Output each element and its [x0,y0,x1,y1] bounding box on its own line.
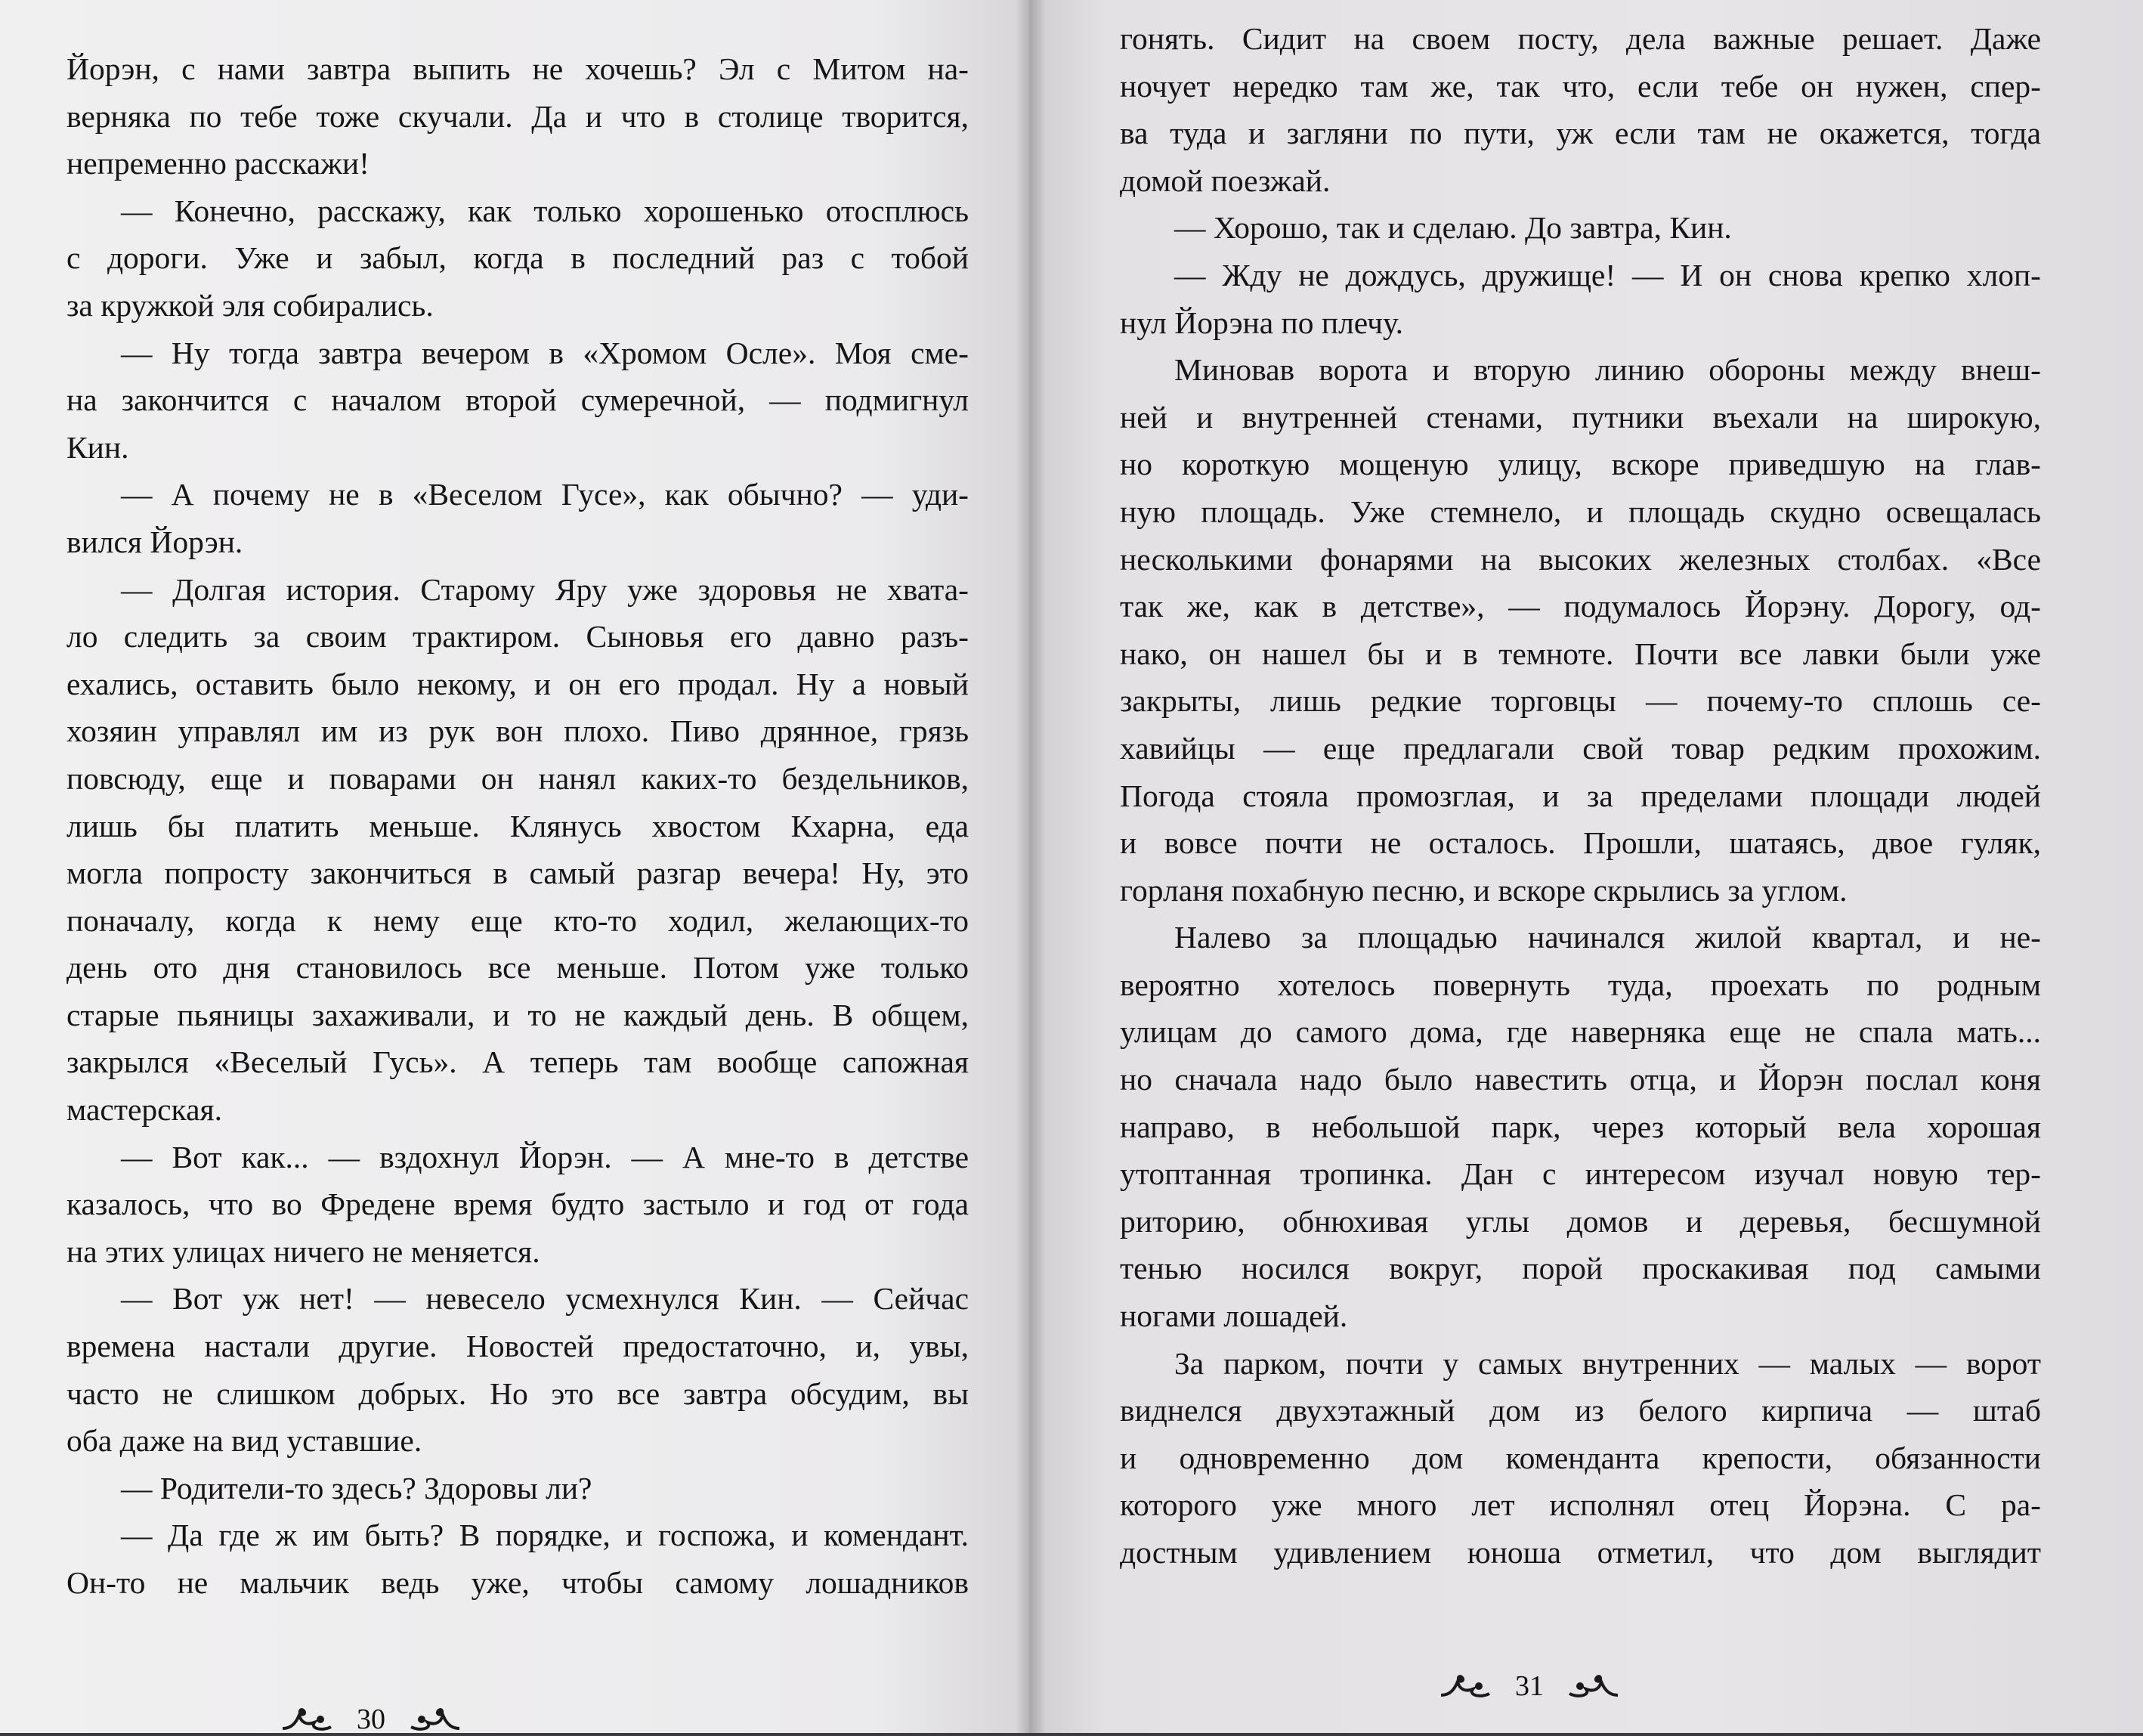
text-line: — Долгая история. Старому Яру уже здоровья не хвата- [121,571,969,607]
text-line: ва туда и загляни по пути, уж если там не окажется, тогда [1120,116,2041,151]
text-line: утоптанная тропинка. Дан с интересом изучал новую тер- [1120,1156,2041,1192]
text-line: лишь бы платить меньше. Клянусь хвостом Кхарна, еда [66,808,969,843]
text-line: которого уже много лет исполнял отец Йорэна. С ра- [1120,1487,2041,1523]
text-line: направо, в небольшой парк, через который вела хорошая [1120,1109,2041,1144]
text-line: Погода стояла промозглая, и за пределами площади людей [1120,778,2041,813]
text-line: — А почему не в «Веселом Гусе», как обычно? — уди- [121,477,969,512]
text-line: закрылся «Веселый Гусь». А теперь там вообще сапожная [66,1044,969,1080]
text-line: но сначала надо было навестить отца, и Йорэн послал коня [1120,1062,2041,1097]
text-line: так же, как в детстве», — подумалось Йорэну. Дорогу, од- [1120,589,2041,624]
text-line: несколькими фонарями на высоких железных столбах. «Все [1120,541,2041,577]
text-line: мастерская. [66,1092,222,1128]
text-line: и вовсе почти не осталось. Прошли, шатаясь, двое гуляк, [1120,825,2041,861]
text-line: вероятно хотелось повернуть туда, проехать по родным [1120,967,2041,1002]
text-line: часто не слишком добрых. Но это все завтра обсудим, вы [66,1375,969,1411]
page-number: 31 [1515,1670,1544,1702]
text-line: закрыты, лишь редкие торговцы — почему-то сплошь се- [1120,683,2041,719]
text-line: — Жду не дождусь, дружище! — И он снова крепко хлоп- [1174,257,2041,292]
text-line: достным удивлением юноша отметил, что дом выглядит [1120,1535,2041,1570]
text-line: ехались, оставить было некому, и он его продал. Ну а новый [66,666,969,701]
text-line: ную площадь. Уже стемнело, и площадь скудно освещалась [1120,494,2041,529]
text-line: горланя похабную песню, и вскоре скрылись за углом. [1120,872,1848,908]
fleuron-ornament-icon [1435,1669,1495,1703]
fleuron-ornament-icon [277,1703,337,1736]
text-line: времена настали другие. Новостей предостаточно, и, увы, [66,1329,969,1364]
text-line: непременно расскажи! [66,146,370,181]
text-line: Йорэн, с нами завтра выпить не хочешь? Эл с Митом на- [66,51,969,86]
text-line: и одновременно дом коменданта крепости, обязанности [1120,1440,2041,1475]
text-line: хозяин управлял им из рук вон плохо. Пиво дрянное, грязь [66,713,969,749]
right-page [1029,0,2143,1733]
text-line: — Да где ж им быть? В порядке, и госпожа, и комендант. [121,1518,969,1553]
text-line: нул Йорэна по плечу. [1120,305,1404,340]
left-page-text [66,45,969,1607]
text-line: хавийцы — еще предлагали свой товар редким прохожим. [1120,730,2041,766]
text-line: но короткую мощеную улицу, вскоре приведшую на глав- [1120,447,2041,482]
text-line: домой поезжай. [1120,162,1331,198]
text-line: ней и внутренней стенами, путники въехали на широкую, [1120,399,2041,435]
text-line: За парком, почти у самых внутренних — малых — ворот [1174,1345,2041,1381]
text-line: повсюду, еще и поварами он нанял каких-то бездельников, [66,760,969,796]
text-line: оба даже на вид уставшие. [66,1423,422,1459]
text-line: ногами лошадей. [1120,1298,1348,1334]
text-line: старые пьяницы захаживали, и то не каждый день. В общем, [66,997,969,1032]
text-line: — Хорошо, так и сделаю. До завтра, Кин. [1174,210,1732,246]
text-line: — Родители-то здесь? Здоровы ли? [121,1470,592,1505]
text-line: на этих улицах ничего не меняется. [66,1233,540,1269]
text-line: Он-то не мальчик ведь уже, чтобы самому лошадников [66,1565,969,1600]
text-line: виднелся двухэтажный дом из белого кирпича — штаб [1120,1393,2041,1428]
text-line: казалось, что во Фредене время будто застыло и год от года [66,1187,969,1222]
right-page-footer [916,1669,2143,1703]
text-line: за кружкой эля собирались. [66,287,434,323]
text-line: день ото дня становилось все меньше. Потом уже только [66,950,969,986]
text-line: — Вот как... — вздохнул Йорэн. — А мне-то в детстве [121,1139,969,1174]
text-line: риторию, обнюхивая углы домов и деревья, бесшумной [1120,1203,2041,1239]
page-number: 30 [357,1704,385,1735]
text-line: верняка по тебе тоже скучали. Да и что в столице творится, [66,98,969,134]
text-line: ло следить за своим трактиром. Сыновья его давно разъ- [66,619,969,654]
book-gutter [1016,0,1046,1733]
left-page-footer [0,1703,742,1736]
text-line: — Вот уж нет! — невесело усмехнулся Кин. — Сейчас [121,1281,969,1317]
text-line: могла попросту закончиться в самый разгар вечера! Ну, это [66,856,969,891]
text-line: нако, он нашел бы и в темноте. Почти все лавки были уже [1120,636,2041,671]
text-line: вился Йорэн. [66,524,243,559]
text-line: Налево за площадью начинался жилой квартал, и не- [1174,920,2041,955]
fleuron-ornament-icon [1563,1669,1624,1703]
right-page-text [1120,15,2041,1577]
text-line: с дороги. Уже и забыл, когда в последний раз с тобой [66,240,969,276]
text-line: тенью носился вокруг, порой проскакивая под самыми [1120,1251,2041,1286]
text-line: Миновав ворота и вторую линию обороны между внеш- [1174,352,2041,388]
fleuron-ornament-icon [405,1703,465,1736]
text-line: — Конечно, расскажу, как только хорошенько отосплюсь [121,193,969,228]
text-line: — Ну тогда завтра вечером в «Хромом Осле». Моя сме- [121,335,969,370]
text-line: поначалу, когда к нему еще кто-то ходил, желающих-то [66,902,969,938]
text-line: гонять. Сидит на своем посту, дела важные решает. Даже [1120,21,2041,56]
text-line: на закончится с началом второй сумеречной, — подмигнул [66,382,969,418]
text-line: улицам до самого дома, где наверняка еще не спала мать... [1120,1014,2041,1050]
text-line: ночует нередко там же, так что, если тебе он нужен, спер- [1120,68,2041,104]
text-line: Кин. [66,429,129,465]
left-page [0,0,1029,1733]
